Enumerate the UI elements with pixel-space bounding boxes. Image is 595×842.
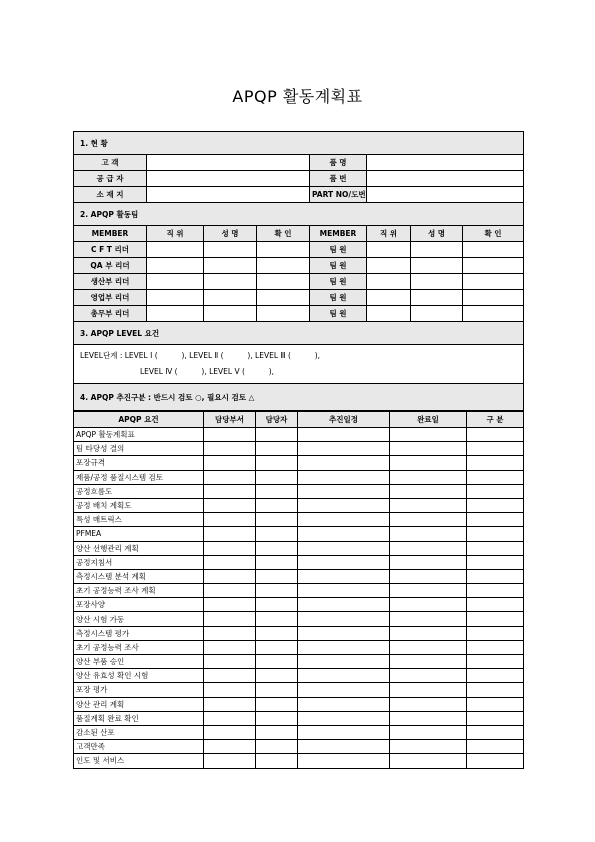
team-cell[interactable]: [147, 258, 204, 274]
team-header: MEMBER: [310, 226, 367, 242]
requirement-item: 공정 배치 계획도: [74, 498, 204, 512]
requirement-cell[interactable]: [467, 740, 524, 754]
team-cell[interactable]: [204, 290, 257, 306]
section-3-heading: 3. APQP LEVEL 요건: [74, 322, 524, 345]
requirement-cell[interactable]: [298, 527, 390, 541]
requirement-cell[interactable]: [467, 697, 524, 711]
requirement-cell[interactable]: [204, 655, 256, 669]
requirement-cell[interactable]: [256, 569, 298, 583]
team-header: 성 명: [411, 226, 463, 242]
requirement-cell[interactable]: [256, 555, 298, 569]
product-name-label: 품 명: [310, 155, 367, 171]
requirement-cell[interactable]: [298, 428, 390, 442]
req-header-requirement: APQP 요건: [74, 412, 204, 428]
requirement-cell[interactable]: [256, 612, 298, 626]
table-row: [74, 470, 524, 484]
requirement-cell[interactable]: [256, 683, 298, 697]
requirement-cell[interactable]: [256, 754, 298, 768]
requirement-item: 초기 공정능력 조사: [74, 640, 204, 654]
requirement-cell[interactable]: [390, 541, 467, 555]
requirement-cell[interactable]: [204, 612, 256, 626]
requirement-cell[interactable]: [298, 655, 390, 669]
requirement-cell[interactable]: [467, 484, 524, 498]
table-row: [74, 655, 524, 669]
table-row: [74, 683, 524, 697]
team-cell[interactable]: [147, 274, 204, 290]
requirement-cell[interactable]: [298, 669, 390, 683]
requirement-cell[interactable]: [390, 513, 467, 527]
requirement-cell[interactable]: [298, 569, 390, 583]
requirement-cell[interactable]: [467, 754, 524, 768]
requirement-cell[interactable]: [204, 442, 256, 456]
team-cell[interactable]: [257, 274, 310, 290]
requirement-item: 초기 공정능력 조사 계획: [74, 584, 204, 598]
requirement-cell[interactable]: [256, 527, 298, 541]
requirement-item: 인도 및 서비스: [74, 754, 204, 768]
requirement-cell[interactable]: [467, 584, 524, 598]
team-row: [74, 290, 524, 306]
requirement-cell[interactable]: [390, 725, 467, 739]
team-cell[interactable]: [411, 306, 463, 322]
requirement-cell[interactable]: [467, 513, 524, 527]
requirement-cell[interactable]: [298, 598, 390, 612]
requirement-cell[interactable]: [204, 470, 256, 484]
requirement-cell[interactable]: [256, 428, 298, 442]
requirement-cell[interactable]: [256, 725, 298, 739]
section-1-heading: 1. 현 황: [74, 132, 524, 155]
team-cell[interactable]: [147, 306, 204, 322]
requirement-cell[interactable]: [298, 584, 390, 598]
requirement-cell[interactable]: [256, 498, 298, 512]
team-header: 성 명: [204, 226, 257, 242]
team-role-right: 팀 원: [310, 258, 367, 274]
requirement-cell[interactable]: [467, 541, 524, 555]
requirement-cell[interactable]: [467, 655, 524, 669]
team-header: 확 인: [257, 226, 310, 242]
requirement-item: 특성 매트릭스: [74, 513, 204, 527]
requirement-cell[interactable]: [204, 711, 256, 725]
requirement-cell[interactable]: [390, 697, 467, 711]
page-title: APQP 활동계획표: [232, 87, 363, 106]
table-row: [74, 569, 524, 583]
team-cell[interactable]: [204, 242, 257, 258]
requirement-cell[interactable]: [467, 669, 524, 683]
table-row: [74, 669, 524, 683]
section-4-heading: 4. APQP 추진구분 : 반드시 검토 ○, 필요시 검토 △: [74, 384, 524, 411]
requirement-cell[interactable]: [298, 612, 390, 626]
level-requirements: [74, 345, 524, 384]
requirement-cell[interactable]: [204, 640, 256, 654]
supplier-field[interactable]: [147, 171, 310, 187]
team-cell[interactable]: [204, 306, 257, 322]
requirement-cell[interactable]: [390, 740, 467, 754]
requirement-cell[interactable]: [467, 527, 524, 541]
team-row: [74, 242, 524, 258]
form-table: [73, 131, 524, 411]
req-header-category: 구 분: [467, 412, 524, 428]
requirement-cell[interactable]: [390, 527, 467, 541]
requirement-cell[interactable]: [256, 442, 298, 456]
requirement-cell[interactable]: [467, 442, 524, 456]
requirement-cell[interactable]: [298, 683, 390, 697]
customer-field[interactable]: [147, 155, 310, 171]
table-row: [74, 456, 524, 470]
requirement-cell[interactable]: [298, 740, 390, 754]
team-role-right: 팀 원: [310, 274, 367, 290]
requirement-cell[interactable]: [390, 456, 467, 470]
requirement-cell[interactable]: [256, 626, 298, 640]
requirement-cell[interactable]: [298, 754, 390, 768]
requirement-cell[interactable]: [390, 442, 467, 456]
team-cell[interactable]: [463, 258, 524, 274]
table-row: [74, 740, 524, 754]
location-field[interactable]: [147, 187, 310, 203]
requirement-cell[interactable]: [204, 725, 256, 739]
requirement-cell[interactable]: [390, 598, 467, 612]
requirement-cell[interactable]: [204, 541, 256, 555]
requirement-cell[interactable]: [390, 640, 467, 654]
team-cell[interactable]: [367, 290, 411, 306]
team-cell[interactable]: [367, 242, 411, 258]
requirement-cell[interactable]: [467, 569, 524, 583]
table-row: [74, 498, 524, 512]
requirement-item: 제품/공정 품질시스템 검토: [74, 470, 204, 484]
apqp-form: [73, 131, 523, 769]
requirement-cell[interactable]: [467, 725, 524, 739]
team-role-left: 생산부 리더: [74, 274, 147, 290]
part-no-field[interactable]: [367, 187, 524, 203]
team-row: [74, 274, 524, 290]
requirement-item: 공정지침서: [74, 555, 204, 569]
team-cell[interactable]: [367, 258, 411, 274]
requirement-cell[interactable]: [256, 584, 298, 598]
requirement-cell[interactable]: [467, 428, 524, 442]
team-cell[interactable]: [463, 290, 524, 306]
team-header: 직 위: [147, 226, 204, 242]
requirement-cell[interactable]: [390, 470, 467, 484]
requirement-cell[interactable]: [390, 555, 467, 569]
requirement-cell[interactable]: [390, 626, 467, 640]
team-role-left: 영업부 리더: [74, 290, 147, 306]
table-row: [74, 725, 524, 739]
team-cell[interactable]: [257, 242, 310, 258]
req-header-completion: 완료일: [390, 412, 467, 428]
requirement-item: 팀 타당성 결의: [74, 442, 204, 456]
requirement-cell[interactable]: [467, 640, 524, 654]
level-line-1: LEVEL단계 : LEVEL Ⅰ ( ), LEVEL Ⅱ ( ), LEVEL Ⅲ ( ),: [80, 351, 321, 360]
table-row: [74, 754, 524, 768]
table-row: [74, 541, 524, 555]
table-row: [74, 513, 524, 527]
requirement-cell[interactable]: [298, 456, 390, 470]
product-no-field[interactable]: [367, 171, 524, 187]
requirement-item: 양산 유효성 확인 시험: [74, 669, 204, 683]
requirement-cell[interactable]: [204, 683, 256, 697]
table-row: [74, 442, 524, 456]
product-no-label: 품 번: [310, 171, 367, 187]
table-row: [74, 711, 524, 725]
requirements-body: [74, 428, 524, 769]
requirement-item: 고객만족: [74, 740, 204, 754]
team-cell[interactable]: [204, 258, 257, 274]
requirements-table: [73, 411, 524, 769]
supplier-label: 공 급 자: [74, 171, 147, 187]
requirement-cell[interactable]: [256, 598, 298, 612]
requirement-cell[interactable]: [204, 484, 256, 498]
team-cell[interactable]: [367, 306, 411, 322]
team-role-left: QA 부 리더: [74, 258, 147, 274]
requirement-cell[interactable]: [204, 584, 256, 598]
requirement-cell[interactable]: [298, 442, 390, 456]
team-cell[interactable]: [411, 242, 463, 258]
section-2-heading: 2. APQP 활동팀: [74, 203, 524, 226]
requirement-cell[interactable]: [467, 456, 524, 470]
requirement-cell[interactable]: [204, 498, 256, 512]
requirement-cell[interactable]: [390, 754, 467, 768]
requirement-cell[interactable]: [204, 697, 256, 711]
requirement-cell[interactable]: [467, 711, 524, 725]
requirement-cell[interactable]: [256, 669, 298, 683]
table-row: [74, 640, 524, 654]
team-role-right: 팀 원: [310, 306, 367, 322]
requirement-cell[interactable]: [390, 569, 467, 583]
req-header-department: 담당부서: [204, 412, 256, 428]
table-row: [74, 527, 524, 541]
team-cell[interactable]: [463, 306, 524, 322]
requirement-cell[interactable]: [298, 541, 390, 555]
requirement-cell[interactable]: [298, 725, 390, 739]
requirement-cell[interactable]: [256, 470, 298, 484]
requirement-cell[interactable]: [390, 711, 467, 725]
requirement-item: 양산 선행관리 계획: [74, 541, 204, 555]
requirement-item: 양산 관리 계획: [74, 697, 204, 711]
table-row: [74, 598, 524, 612]
table-row: [74, 612, 524, 626]
requirement-cell[interactable]: [256, 640, 298, 654]
requirement-item: 감소된 산포: [74, 725, 204, 739]
requirement-cell[interactable]: [204, 456, 256, 470]
requirement-item: 측정시스템 평가: [74, 626, 204, 640]
requirement-cell[interactable]: [298, 711, 390, 725]
requirement-cell[interactable]: [467, 555, 524, 569]
requirement-cell[interactable]: [256, 541, 298, 555]
req-header-owner: 담당자: [256, 412, 298, 428]
requirement-cell[interactable]: [467, 683, 524, 697]
team-row: [74, 306, 524, 322]
location-label: 소 재 지: [74, 187, 147, 203]
requirement-cell[interactable]: [298, 640, 390, 654]
team-row: [74, 258, 524, 274]
team-cell[interactable]: [147, 242, 204, 258]
requirement-item: 포장 평가: [74, 683, 204, 697]
requirement-cell[interactable]: [256, 711, 298, 725]
team-cell[interactable]: [257, 290, 310, 306]
table-row: [74, 626, 524, 640]
team-cell[interactable]: [257, 306, 310, 322]
team-cell[interactable]: [411, 290, 463, 306]
requirement-cell[interactable]: [467, 498, 524, 512]
table-row: [74, 428, 524, 442]
table-row: [74, 484, 524, 498]
team-cell[interactable]: [411, 274, 463, 290]
requirement-cell[interactable]: [256, 484, 298, 498]
team-cell[interactable]: [411, 258, 463, 274]
requirement-cell[interactable]: [204, 527, 256, 541]
requirement-item: PFMEA: [74, 527, 204, 541]
level-line-2: LEVEL Ⅳ ( ), LEVEL Ⅴ ( ),: [140, 367, 275, 376]
requirement-item: 측정시스템 분석 계획: [74, 569, 204, 583]
team-cell[interactable]: [463, 274, 524, 290]
requirement-cell[interactable]: [256, 655, 298, 669]
requirement-item: 공정흐름도: [74, 484, 204, 498]
requirement-cell[interactable]: [298, 626, 390, 640]
team-cell[interactable]: [257, 258, 310, 274]
requirement-cell[interactable]: [390, 655, 467, 669]
team-cell[interactable]: [367, 274, 411, 290]
team-cell[interactable]: [147, 290, 204, 306]
part-no-label: PART NO/도번: [310, 187, 367, 203]
team-role-left: 총무부 리더: [74, 306, 147, 322]
team-header: 확 인: [463, 226, 524, 242]
requirement-cell[interactable]: [467, 612, 524, 626]
requirement-cell[interactable]: [298, 513, 390, 527]
requirement-cell[interactable]: [390, 584, 467, 598]
requirement-cell[interactable]: [204, 754, 256, 768]
requirement-item: 포장사양: [74, 598, 204, 612]
requirement-cell[interactable]: [204, 569, 256, 583]
table-row: [74, 555, 524, 569]
product-name-field[interactable]: [367, 155, 524, 171]
team-cell[interactable]: [204, 274, 257, 290]
table-row: [74, 584, 524, 598]
table-row: [74, 697, 524, 711]
requirement-cell[interactable]: [390, 498, 467, 512]
requirement-cell[interactable]: [256, 697, 298, 711]
requirement-cell[interactable]: [256, 456, 298, 470]
customer-label: 고 객: [74, 155, 147, 171]
requirement-cell[interactable]: [204, 740, 256, 754]
requirement-item: 양산 시험 가동: [74, 612, 204, 626]
requirement-cell[interactable]: [256, 513, 298, 527]
requirement-cell[interactable]: [204, 513, 256, 527]
requirement-item: 양산 부품 승인: [74, 655, 204, 669]
requirement-cell[interactable]: [256, 740, 298, 754]
team-role-left: C F T 리더: [74, 242, 147, 258]
team-role-right: 팀 원: [310, 290, 367, 306]
req-header-schedule: 추진일정: [298, 412, 390, 428]
requirement-cell[interactable]: [390, 683, 467, 697]
team-cell[interactable]: [463, 242, 524, 258]
requirement-cell[interactable]: [390, 612, 467, 626]
requirement-cell[interactable]: [467, 598, 524, 612]
requirement-cell[interactable]: [298, 498, 390, 512]
requirement-cell[interactable]: [298, 470, 390, 484]
requirement-cell[interactable]: [204, 555, 256, 569]
requirement-cell[interactable]: [390, 484, 467, 498]
requirement-cell[interactable]: [204, 626, 256, 640]
requirement-cell[interactable]: [390, 428, 467, 442]
requirement-cell[interactable]: [390, 669, 467, 683]
requirement-cell[interactable]: [204, 428, 256, 442]
requirement-cell[interactable]: [204, 669, 256, 683]
requirement-cell[interactable]: [467, 470, 524, 484]
team-header: 직 위: [367, 226, 411, 242]
requirement-cell[interactable]: [298, 555, 390, 569]
requirement-cell[interactable]: [298, 484, 390, 498]
requirement-item: APQP 활동계획표: [74, 428, 204, 442]
team-header: MEMBER: [74, 226, 147, 242]
requirement-item: 포장규격: [74, 456, 204, 470]
requirement-cell[interactable]: [204, 598, 256, 612]
requirement-cell[interactable]: [298, 697, 390, 711]
requirement-item: 품질계획 완료 확인: [74, 711, 204, 725]
team-role-right: 팀 원: [310, 242, 367, 258]
requirement-cell[interactable]: [467, 626, 524, 640]
